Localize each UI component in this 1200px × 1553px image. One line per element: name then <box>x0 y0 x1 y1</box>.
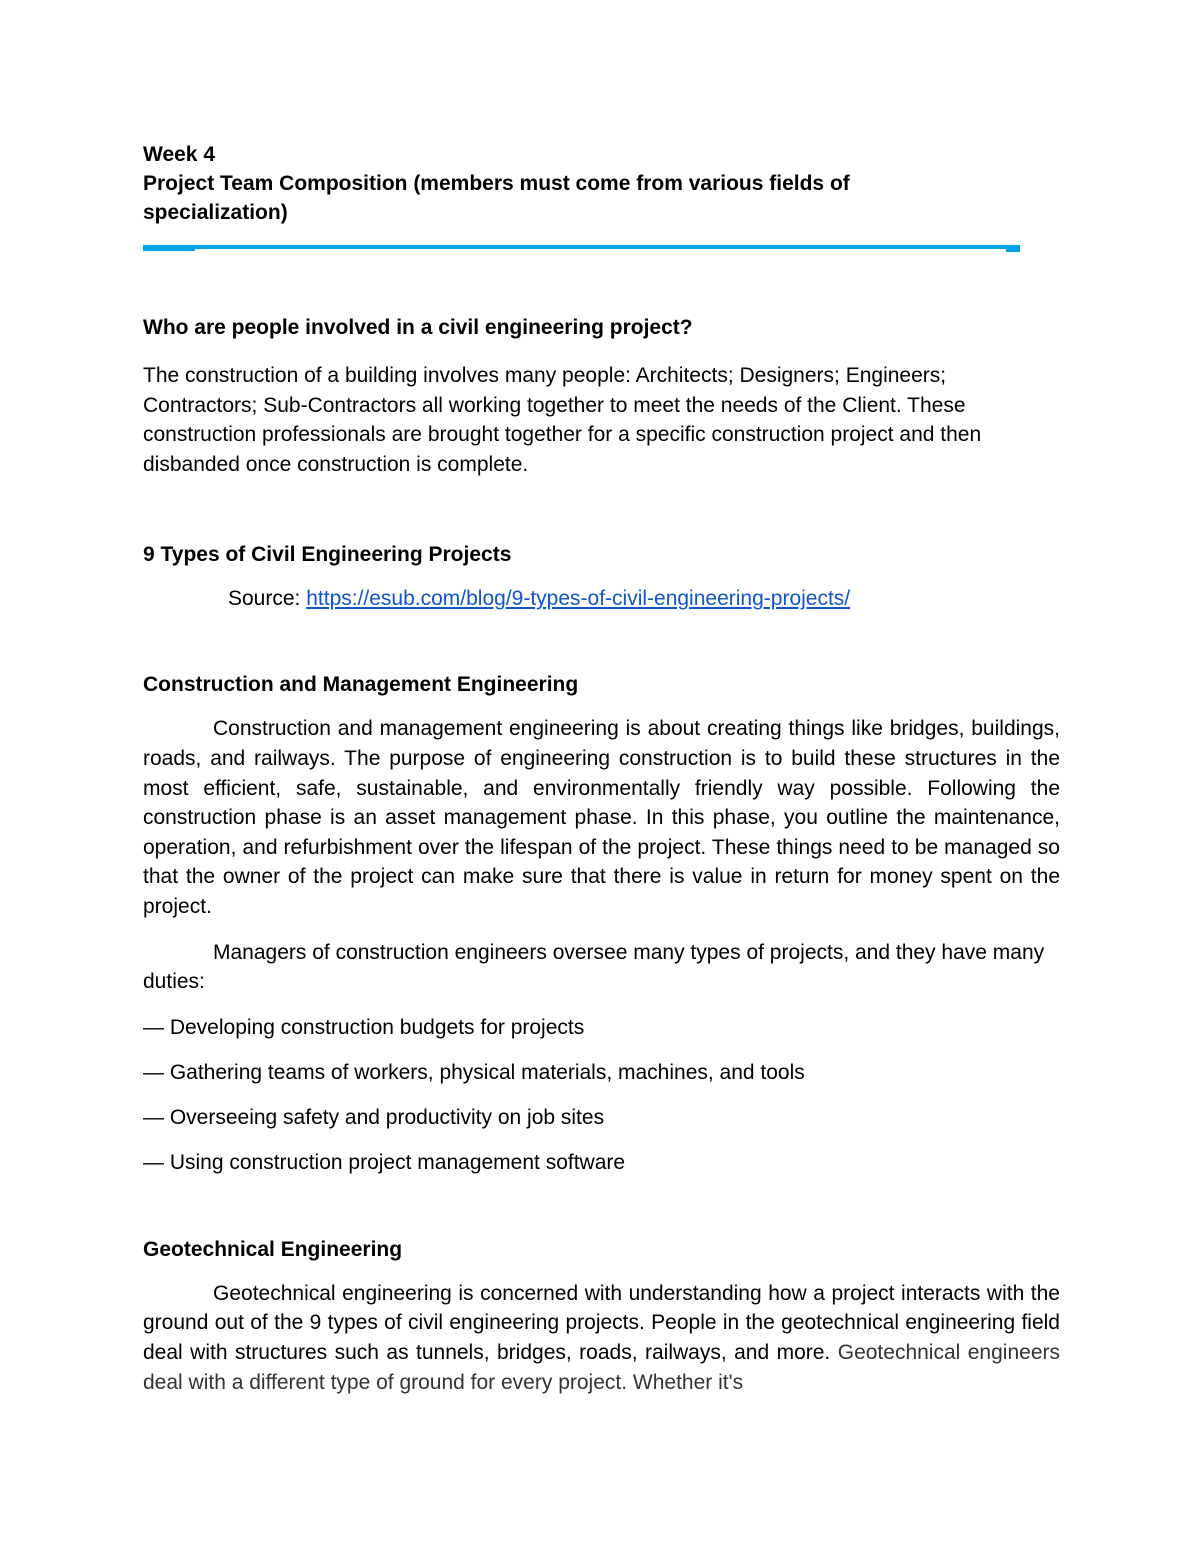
source-label: Source: <box>228 587 307 611</box>
construction-heading: Construction and Management Engineering <box>143 673 579 697</box>
source-line <box>143 584 1060 613</box>
types-heading: 9 Types of Civil Engineering Projects <box>143 543 512 567</box>
duty-item: — Gathering teams of workers, physical materials, machines, and tools <box>143 1060 805 1084</box>
geotechnical-text-continued: Geotechnical engineers deal with a different type of ground for every project. Whether it's <box>143 1340 1060 1394</box>
intro-heading: Who are people involved in a civil engineering project? <box>143 316 693 339</box>
geotechnical-text: Geotechnical engineering is concerned with understanding how a project interacts with the ground out of the 9 types of civil engineering projects. People in the geotechnical engineering field deal with structures such as tunnels, bridges, roads, railways, and more. <box>143 1281 1060 1364</box>
duty-item: — Using construction project management software <box>143 1150 626 1174</box>
source-link[interactable]: https://esub.com/blog/9-types-of-civil-engineering-projects/ <box>306 587 851 611</box>
divider-left-cap <box>143 245 195 251</box>
divider-bar <box>143 245 1020 249</box>
title-divider <box>143 245 1020 253</box>
duty-item: — Overseeing safety and productivity on job sites <box>143 1105 605 1129</box>
duty-item: — Developing construction budgets for projects <box>143 1015 585 1039</box>
intro-paragraph: The construction of a building involves many people: Architects; Designers; Engineers; Contractors; Sub-Contractors all working together to meet the needs of the Client. These construction professionals are brought together for a specific construction project and then disbanded once construction is complete. <box>143 364 982 476</box>
document-page <box>143 140 1060 1397</box>
week-label: Week 4 <box>143 143 215 166</box>
geotechnical-paragraph <box>143 1279 1060 1397</box>
construction-paragraph: Construction and management engineering is about creating things like bridges, buildings, roads, and railways. The purpose of engineering construction is to build these structures in the most efficient, safe, sustainable, and environmentally friendly way possible. Following the construction phase is an asset management phase. In this phase, you outline the maintenance, operation, and refurbishment over the lifespan of the project. These things need to be managed so that the owner of the project can make sure that there is value in return for money spent on the project. <box>143 717 1060 918</box>
construction-duties-intro: Managers of construction engineers oversee many types of projects, and they have many duties: <box>143 940 1045 994</box>
document-title: Project Team Composition (members must come from various fields of specialization) <box>143 172 850 224</box>
geotechnical-heading: Geotechnical Engineering <box>143 1237 403 1261</box>
divider-right-cap <box>1006 245 1020 252</box>
